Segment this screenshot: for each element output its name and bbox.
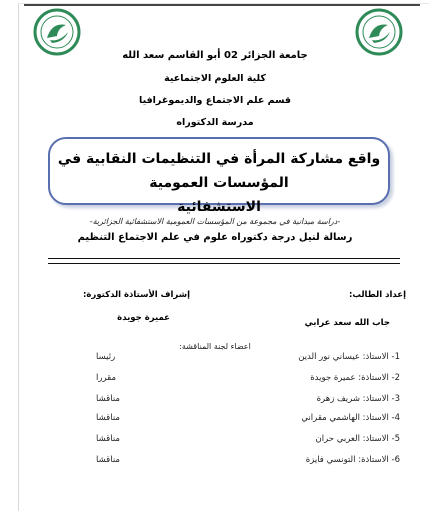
- university-logo-icon: [30, 8, 84, 56]
- jury-title: اعضاء لجنة المناقشة:: [179, 342, 251, 351]
- jury-member-role: مقررا: [96, 373, 117, 383]
- degree-statement: رسالة لنيل درجة دكتوراه علوم في علم الاجتماع التنظيم: [77, 232, 353, 243]
- jury-member-role: مناقشا: [96, 394, 120, 404]
- top-border: [24, 4, 420, 6]
- department-name: قسم علم الاجتماع والديموغرافيا: [139, 95, 291, 106]
- divider: [48, 263, 400, 264]
- university-logo-icon: [352, 8, 406, 56]
- jury-member-role: مناقشا: [96, 413, 120, 423]
- jury-member-role: مناقشا: [96, 455, 120, 465]
- supervisor-name: عميرة جويدة: [117, 313, 170, 323]
- thesis-title-line1: واقع مشاركة المرأة في التنظيمات النقابية في المؤسسات العمومية: [57, 151, 381, 191]
- supervision-label: إشراف الأستاذة الدكتورة:: [83, 290, 190, 300]
- jury-member-role: رئيسا: [96, 352, 116, 362]
- university-logo-right: [352, 8, 406, 56]
- jury-member-name: 3- الاستاذ: شريف زهرة: [316, 394, 400, 404]
- thesis-subtitle: -دراسة ميدانية في مجموعة من المؤسسات العمومية الاستشفائية الجزائرية-: [89, 217, 341, 226]
- university-name: جامعة الجزائر 02 أبو القاسم سعد الله: [122, 50, 308, 61]
- student-name: جاب الله سعد عرابي: [304, 318, 390, 328]
- divider: [48, 258, 400, 259]
- thesis-title-line2: الاستشفائية: [177, 199, 261, 215]
- prepared-by-label: إعداد الطالب:: [348, 290, 406, 300]
- jury-member-name: 2- الاستاذة: عميرة جويدة: [310, 373, 400, 383]
- thesis-title: [50, 147, 388, 219]
- title-box: [48, 137, 390, 215]
- jury-member-name: 4- الاستاذ: الهاشمي مقراني: [301, 413, 400, 423]
- jury-member-role: مناقشا: [96, 434, 120, 444]
- faculty-name: كلية العلوم الاجتماعية: [164, 73, 266, 84]
- university-logo-left: [30, 8, 84, 56]
- jury-member-name: 1- الاستاذ: عيساني نور الدين: [298, 352, 400, 362]
- jury-member-name: 6- الاستاذة: التونسي فايزة: [305, 455, 400, 465]
- jury-member-name: 5- الاستاذ: العربي حران: [315, 434, 400, 444]
- doctoral-school: مدرسة الدكتوراه: [176, 117, 254, 128]
